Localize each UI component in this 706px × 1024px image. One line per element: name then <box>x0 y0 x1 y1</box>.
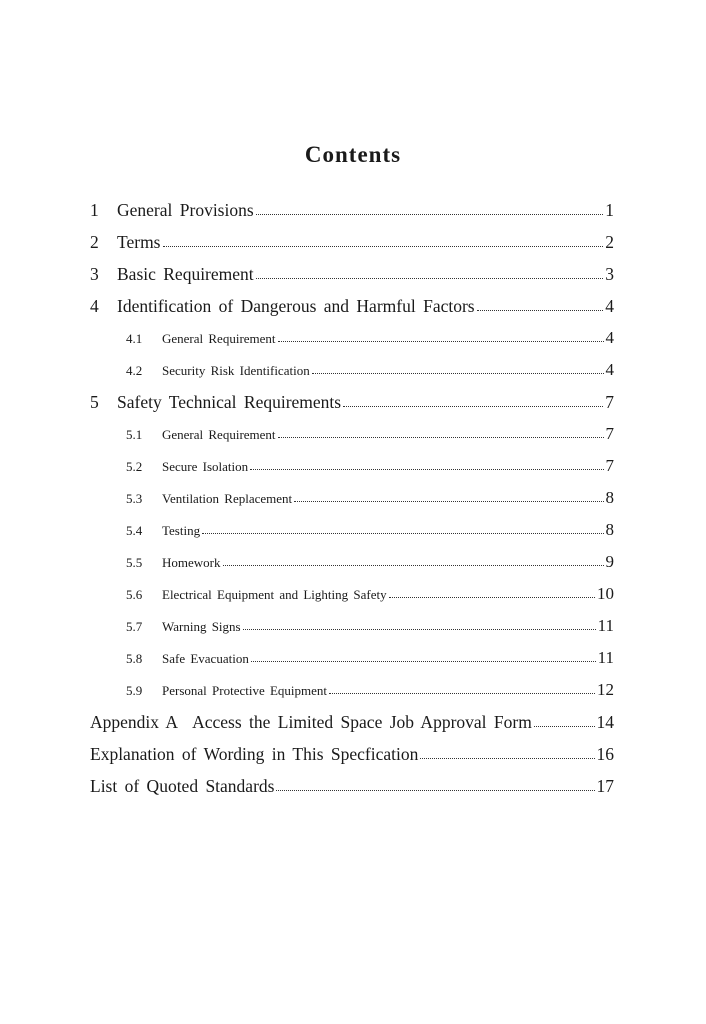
toc-entry-number: 2 <box>90 232 99 252</box>
toc-entry-number: 5.6 <box>126 587 143 602</box>
toc-entry-label: List of Quoted Standards <box>90 776 275 796</box>
page-title: Contents <box>304 142 402 167</box>
dot-leader <box>312 373 604 374</box>
toc-entry-label: Explanation of Wording in This Specfication <box>90 744 419 764</box>
toc-entry-page: 7 <box>605 392 614 412</box>
toc-entry-page: 8 <box>605 488 614 507</box>
toc-entry-number: 3 <box>90 264 99 284</box>
table-of-contents <box>90 200 614 808</box>
toc-entry-page: 4 <box>605 296 614 316</box>
dot-leader <box>276 790 594 791</box>
dot-leader <box>343 406 603 407</box>
toc-entry[interactable] <box>90 200 614 232</box>
toc-entry-number: Appendix A <box>90 712 179 732</box>
toc-entry-number: 5.7 <box>126 619 143 634</box>
toc-entry-label: Electrical Equipment and Lighting Safety <box>162 587 387 602</box>
dot-leader <box>389 597 595 598</box>
toc-entry-label: Personal Protective Equipment <box>162 683 328 698</box>
toc-entry[interactable] <box>90 296 614 328</box>
toc-entry-number: 5.5 <box>126 555 143 570</box>
toc-entry[interactable] <box>90 392 614 424</box>
toc-entry-label: Safe Evacuation <box>162 651 249 666</box>
toc-entry[interactable] <box>90 264 614 296</box>
toc-entry-page: 9 <box>605 552 614 571</box>
toc-subentry[interactable] <box>90 424 614 456</box>
toc-entry-page: 11 <box>597 616 614 635</box>
toc-entry-number: 4.2 <box>126 363 143 378</box>
toc-entry-label: Terms <box>117 232 161 252</box>
toc-entry-explanation[interactable] <box>90 744 614 776</box>
toc-subentry[interactable] <box>90 456 614 488</box>
toc-entry-label: General Requirement <box>162 427 276 442</box>
dot-leader <box>477 310 604 311</box>
toc-entry-number: 5 <box>90 392 99 412</box>
toc-entry-label: General Provisions <box>117 200 254 220</box>
dot-leader <box>250 469 603 470</box>
dot-leader <box>251 661 596 662</box>
toc-entry-label: Warning Signs <box>162 619 241 634</box>
toc-subentry[interactable] <box>90 616 614 648</box>
dot-leader <box>163 246 604 247</box>
toc-entry-page: 7 <box>605 456 614 475</box>
toc-entry-standards[interactable] <box>90 776 614 808</box>
toc-entry-number: 5.3 <box>126 491 143 506</box>
toc-entry-label: Secure Isolation <box>162 459 249 474</box>
toc-entry-page: 17 <box>596 776 614 796</box>
toc-entry-page: 2 <box>605 232 614 252</box>
toc-entry-number: 5.2 <box>126 459 143 474</box>
dot-leader <box>256 278 604 279</box>
toc-entry-number: 4.1 <box>126 331 143 346</box>
toc-entry-label: Basic Requirement <box>117 264 254 284</box>
dot-leader <box>278 437 604 438</box>
toc-entry-page: 10 <box>597 584 614 603</box>
toc-subentry[interactable] <box>90 360 614 392</box>
toc-subentry[interactable] <box>90 648 614 680</box>
toc-entry-label: General Requirement <box>162 331 276 346</box>
toc-entry-appendix[interactable] <box>90 712 614 744</box>
toc-entry[interactable] <box>90 232 614 264</box>
dot-leader <box>256 214 604 215</box>
toc-entry-number: 1 <box>90 200 99 220</box>
dot-leader <box>294 501 603 502</box>
dot-leader <box>534 726 595 727</box>
toc-subentry[interactable] <box>90 680 614 712</box>
dot-leader <box>243 629 596 630</box>
toc-entry-number: 5.1 <box>126 427 143 442</box>
toc-entry-page: 8 <box>605 520 614 539</box>
toc-entry-page: 7 <box>605 424 614 443</box>
dot-leader <box>202 533 603 534</box>
toc-entry-page: 14 <box>596 712 614 732</box>
toc-entry-label: Testing <box>162 523 201 538</box>
toc-entry-label: Access the Limited Space Job Approval Form <box>192 712 532 732</box>
toc-entry-page: 3 <box>605 264 614 284</box>
dot-leader <box>223 565 604 566</box>
toc-entry-page: 11 <box>597 648 614 667</box>
dot-leader <box>329 693 595 694</box>
toc-entry-number: 5.4 <box>126 523 143 538</box>
toc-entry-page: 4 <box>605 328 614 347</box>
toc-subentry[interactable] <box>90 552 614 584</box>
toc-entry-page: 16 <box>596 744 614 764</box>
toc-subentry[interactable] <box>90 488 614 520</box>
dot-leader <box>420 758 594 759</box>
toc-entry-label: Ventilation Replacement <box>162 491 293 506</box>
toc-subentry[interactable] <box>90 584 614 616</box>
toc-entry-label: Identification of Dangerous and Harmful Factors <box>117 296 475 316</box>
toc-entry-number: 5.9 <box>126 683 143 698</box>
toc-entry-page: 1 <box>605 200 614 220</box>
toc-entry-number: 4 <box>90 296 99 316</box>
toc-entry-label: Safety Technical Requirements <box>117 392 342 412</box>
toc-entry-label: Homework <box>162 555 221 570</box>
toc-entry-page: 12 <box>597 680 614 699</box>
toc-subentry[interactable] <box>90 328 614 360</box>
dot-leader <box>278 341 604 342</box>
toc-entry-number: 5.8 <box>126 651 143 666</box>
toc-entry-page: 4 <box>605 360 614 379</box>
toc-entry-label: Security Risk Identification <box>162 363 310 378</box>
toc-subentry[interactable] <box>90 520 614 552</box>
